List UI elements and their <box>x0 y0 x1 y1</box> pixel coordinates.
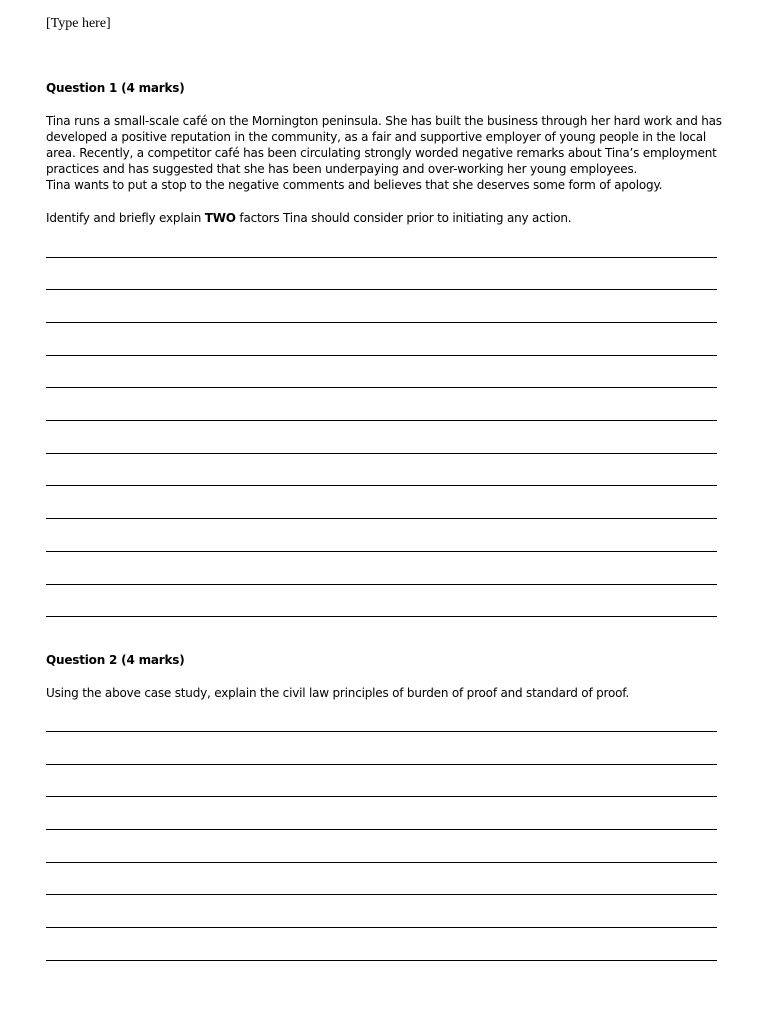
answer-line[interactable] <box>46 322 717 323</box>
question-2-title: Question 2 (4 marks) <box>46 653 185 667</box>
answer-line[interactable] <box>46 927 717 928</box>
prompt-text: factors Tina should consider prior to initiating any action. <box>235 211 572 225</box>
header-placeholder[interactable]: [Type here] <box>46 16 111 31</box>
answer-line[interactable] <box>46 387 717 388</box>
prompt-emphasis: TWO <box>204 211 236 225</box>
answer-line[interactable] <box>46 616 717 617</box>
answer-line[interactable] <box>46 584 717 585</box>
answer-line[interactable] <box>46 355 717 356</box>
answer-line[interactable] <box>46 829 717 830</box>
answer-line[interactable] <box>46 960 717 961</box>
answer-line[interactable] <box>46 257 717 258</box>
answer-line[interactable] <box>46 894 717 895</box>
answer-line[interactable] <box>46 485 717 486</box>
answer-line[interactable] <box>46 731 717 732</box>
question-1-case-study <box>46 113 726 193</box>
answer-line[interactable] <box>46 453 717 454</box>
answer-line[interactable] <box>46 420 717 421</box>
question-2-prompt <box>46 685 726 701</box>
answer-line[interactable] <box>46 796 717 797</box>
case-study-paragraph: Tina runs a small-scale café on the Mornington peninsula. She has built the business through her hard work and has developed a positive reputation in the community, as a fair and supportive employer of young people in the local area. Recently, a competitor café has been circulating strongly worded negative remarks about Tina’s employment practices and has suggested that she has been underpaying and over-working her young employees. <box>46 114 722 176</box>
question-1-title: Question 1 (4 marks) <box>46 81 185 95</box>
answer-line[interactable] <box>46 518 717 519</box>
answer-line[interactable] <box>46 289 717 290</box>
answer-line[interactable] <box>46 551 717 552</box>
answer-line[interactable] <box>46 764 717 765</box>
question-1-prompt <box>46 210 726 226</box>
prompt-text: Using the above case study, explain the civil law principles of burden of proof and standard of proof. <box>46 686 630 700</box>
prompt-text: Identify and briefly explain <box>46 211 205 225</box>
case-study-paragraph: Tina wants to put a stop to the negative comments and believes that she deserves some form of apology. <box>46 178 663 192</box>
answer-line[interactable] <box>46 862 717 863</box>
